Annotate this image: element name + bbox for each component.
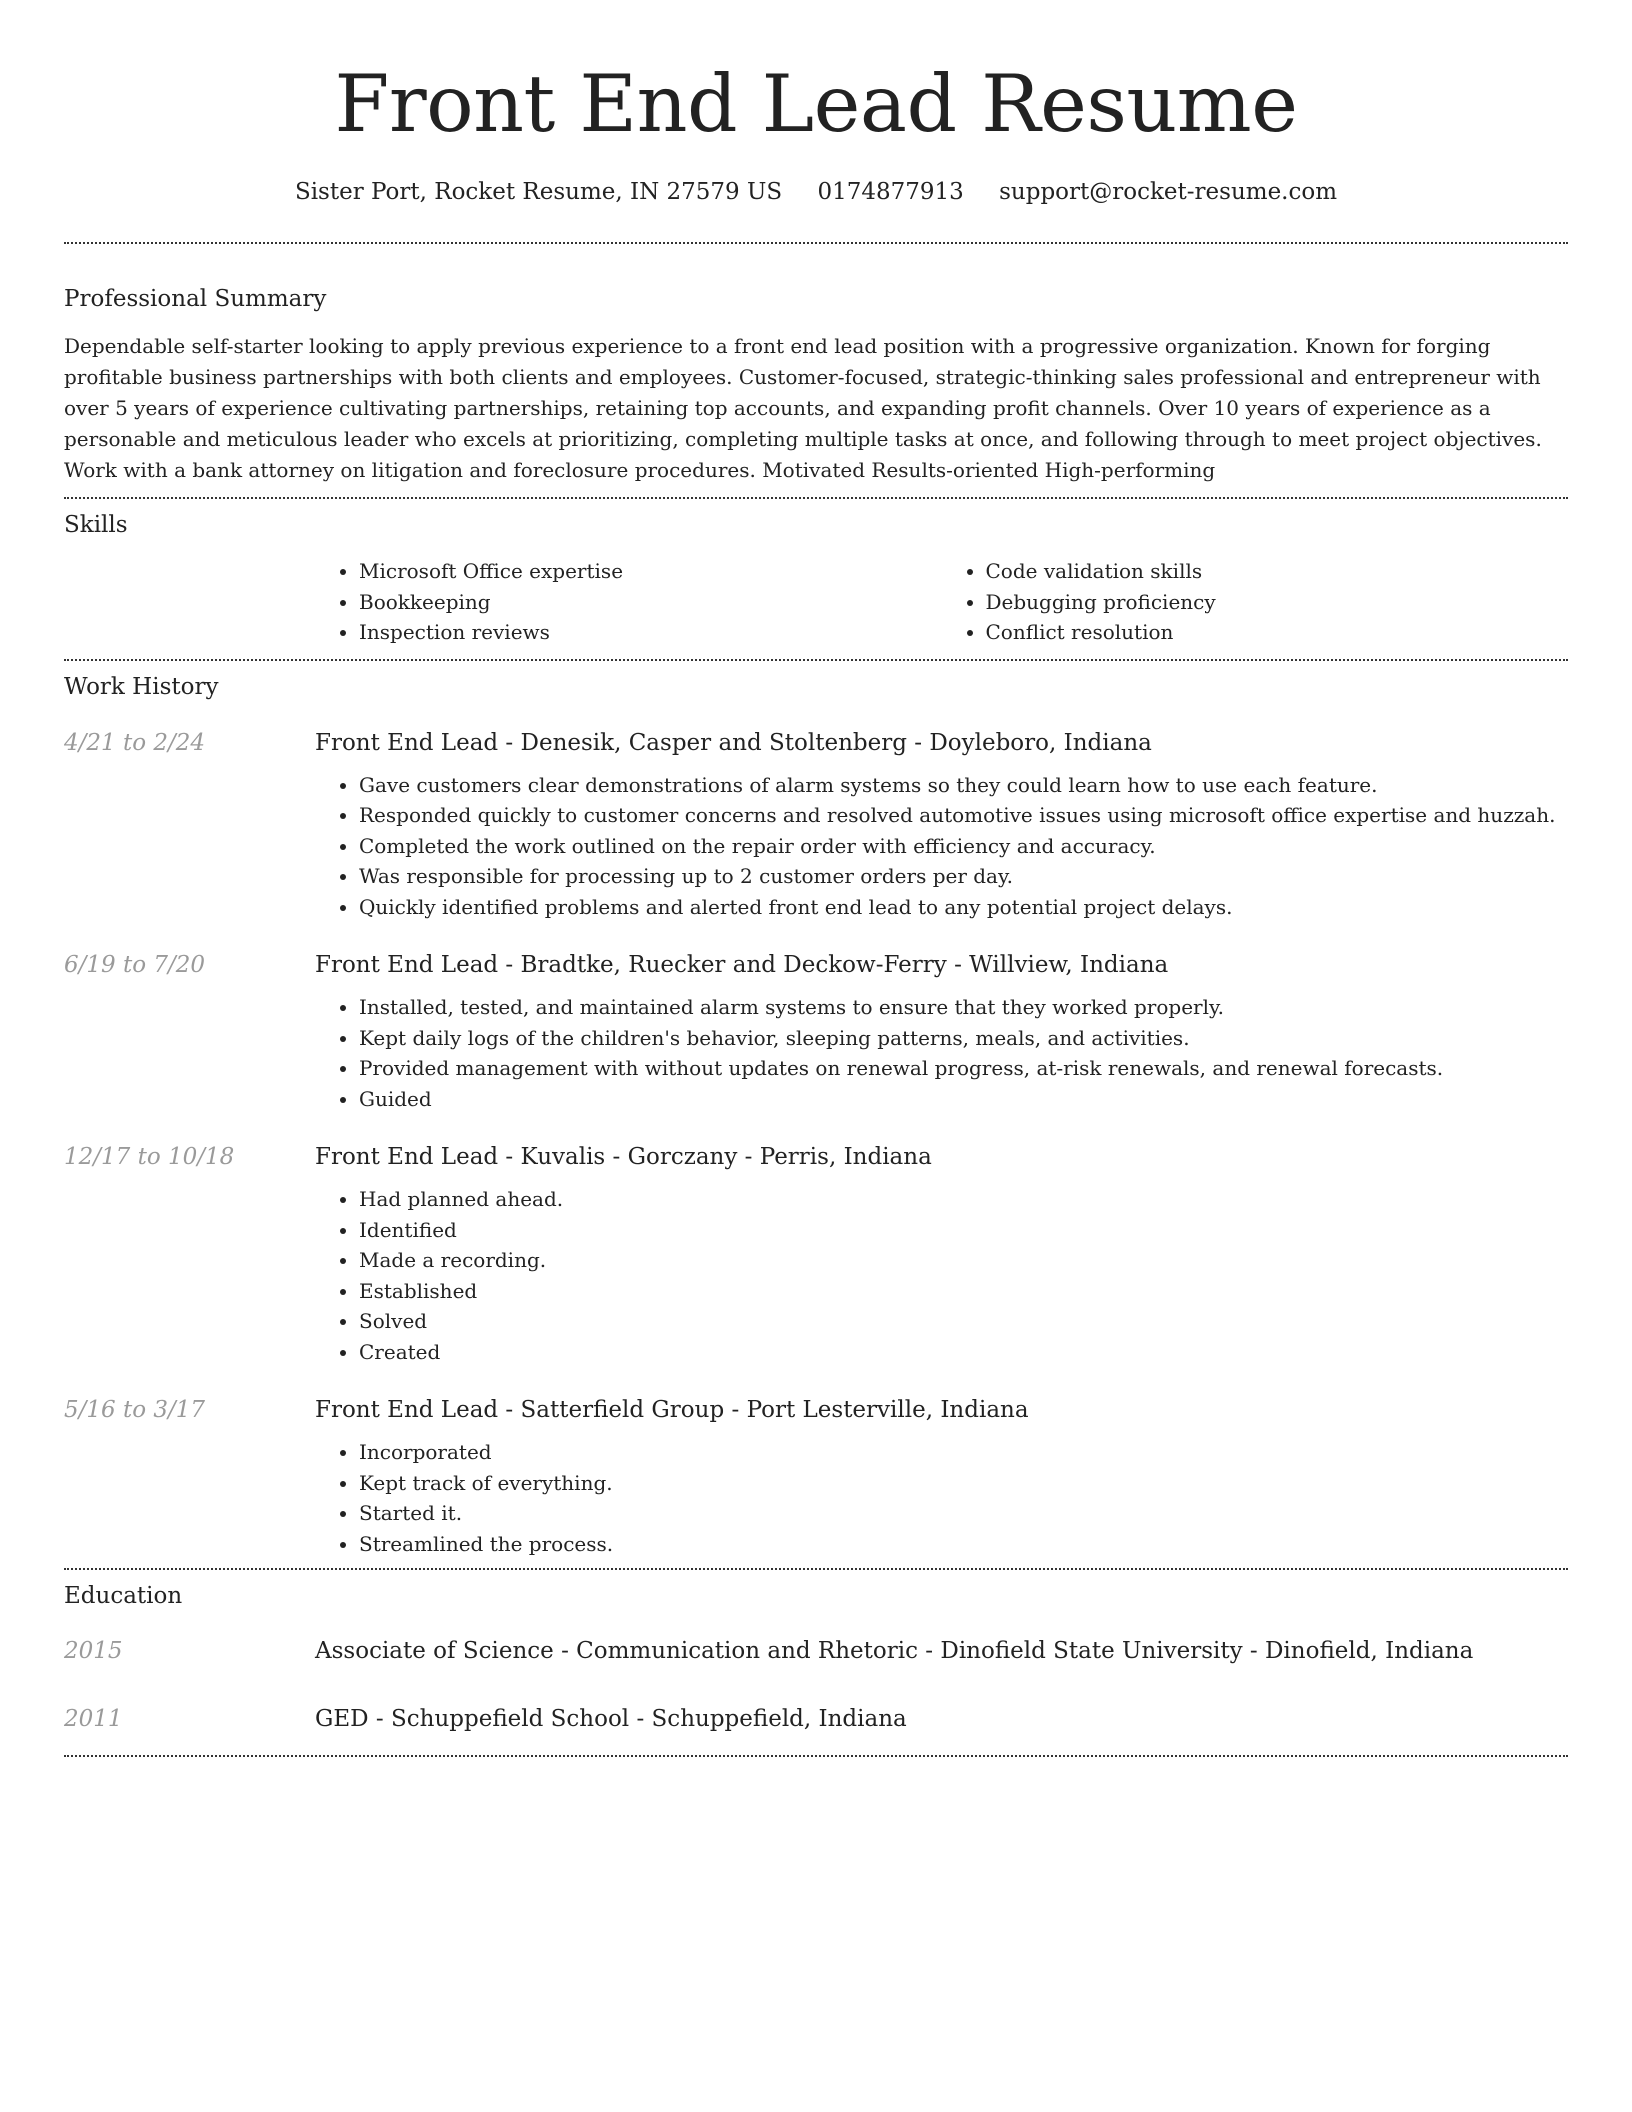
education-details: GED - Schuppefield School - Schuppefield, Indiana	[315, 1706, 907, 1732]
section-heading-work: Work History	[64, 673, 219, 700]
section-heading-summary: Professional Summary	[64, 286, 327, 312]
job-title: Front End Lead - Kuvalis - Gorczany - Perris, Indiana	[315, 1144, 932, 1170]
job-title: Front End Lead - Denesik, Casper and Stoltenberg - Doyleboro, Indiana	[315, 729, 1152, 756]
divider	[64, 659, 1568, 661]
job-bullet: • Had planned ahead.	[359, 1184, 932, 1215]
job-bullet: • Streamlined the process.	[359, 1529, 1029, 1560]
education-entry	[64, 1703, 1568, 1735]
divider	[64, 242, 1568, 244]
skill-item: • Debugging proficiency	[986, 587, 1569, 618]
job-bullet: • Responded quickly to customer concerns and resolved automotive issues using microsoft office expertise and huzzah.	[359, 800, 1555, 831]
resume-page	[64, 0, 1568, 1757]
divider	[64, 497, 1568, 499]
job-bullets	[315, 1437, 1029, 1559]
education-entry	[64, 1635, 1568, 1667]
education-year: 2011	[64, 1706, 123, 1732]
contact-line	[64, 176, 1568, 208]
section-heading-education: Education	[64, 1583, 183, 1609]
summary-text: Dependable self-starter looking to apply previous experience to a front end lead position with a progressive organization. Known for forging profitable business partnerships with both clients and employees. Customer-focused, strategic-thinking sales professional and entrepreneur with over 5 years of experience cultivating partnerships, retaining top accounts, and expanding profit channels. Over 10 years of experience as a personable and meticulous leader who excels at prioritizing, completing multiple tasks at once, and following through to meet project objectives. Work with a bank attorney on litigation and foreclosure procedures. Motivated Results-oriented High-performing	[64, 334, 1542, 482]
job-bullet: • Provided management with without updates on renewal progress, at-risk renewals, and renewal forecasts.	[359, 1053, 1443, 1084]
job-bullet: • Established	[359, 1276, 932, 1307]
job-entry	[64, 949, 1568, 1114]
job-bullets	[315, 1184, 932, 1367]
contact-phone: 0174877913	[817, 179, 964, 205]
skill-item: • Microsoft Office expertise	[359, 556, 942, 587]
job-dates: 5/16 to 3/17	[64, 1397, 206, 1423]
job-entry	[64, 727, 1568, 923]
job-bullets	[315, 770, 1555, 923]
job-bullet: • Started it.	[359, 1498, 1029, 1529]
job-bullet: • Solved	[359, 1306, 932, 1337]
job-bullet: • Completed the work outlined on the repair order with efficiency and accuracy.	[359, 831, 1555, 862]
job-bullet: • Installed, tested, and maintained alarm systems to ensure that they worked properly.	[359, 992, 1443, 1023]
skill-item: • Bookkeeping	[359, 587, 942, 618]
job-bullet: • Made a recording.	[359, 1245, 932, 1276]
skills-column-left	[315, 556, 942, 648]
job-details	[315, 1394, 1029, 1559]
job-bullet: • Kept daily logs of the children's behavior, sleeping patterns, meals, and activities.	[359, 1023, 1443, 1054]
job-details	[315, 949, 1443, 1114]
skill-item: • Code validation skills	[986, 556, 1569, 587]
education-details: Associate of Science - Communication and Rhetoric - Dinofield State University - Dinofield, Indiana	[315, 1638, 1474, 1664]
job-bullet: • Identified	[359, 1215, 932, 1246]
job-bullet: • Incorporated	[359, 1437, 1029, 1468]
job-details	[315, 727, 1555, 923]
job-bullets	[315, 992, 1443, 1114]
skills-column-right	[942, 556, 1569, 648]
job-bullet: • Kept track of everything.	[359, 1468, 1029, 1499]
job-bullet: • Quickly identified problems and alerted front end lead to any potential project delays.	[359, 892, 1555, 923]
education-year: 2015	[64, 1638, 123, 1664]
job-bullet: • Was responsible for processing up to 2 customer orders per day.	[359, 861, 1555, 892]
divider	[64, 1755, 1568, 1757]
skills-list	[315, 556, 1568, 648]
skill-item: • Inspection reviews	[359, 617, 942, 648]
section-heading-skills: Skills	[64, 512, 128, 538]
job-title: Front End Lead - Bradtke, Ruecker and Deckow-Ferry - Willview, Indiana	[315, 952, 1169, 978]
job-entry	[64, 1141, 1568, 1367]
job-entry	[64, 1394, 1568, 1559]
job-bullet: • Created	[359, 1337, 932, 1368]
job-bullet: • Guided	[359, 1084, 1443, 1115]
divider	[64, 1568, 1568, 1570]
job-dates: 4/21 to 2/24	[64, 729, 206, 756]
skill-item: • Conflict resolution	[986, 617, 1569, 648]
job-dates: 6/19 to 7/20	[64, 952, 206, 978]
job-details	[315, 1141, 932, 1367]
job-bullet: • Gave customers clear demonstrations of alarm systems so they could learn how to use each feature.	[359, 770, 1555, 801]
job-title: Front End Lead - Satterfield Group - Port Lesterville, Indiana	[315, 1397, 1029, 1423]
contact-address: Sister Port, Rocket Resume, IN 27579 US	[294, 179, 783, 205]
job-dates: 12/17 to 10/18	[64, 1144, 235, 1170]
resume-title: Front End Lead Resume	[334, 58, 1298, 150]
contact-email: support@rocket-resume.com	[999, 179, 1338, 205]
